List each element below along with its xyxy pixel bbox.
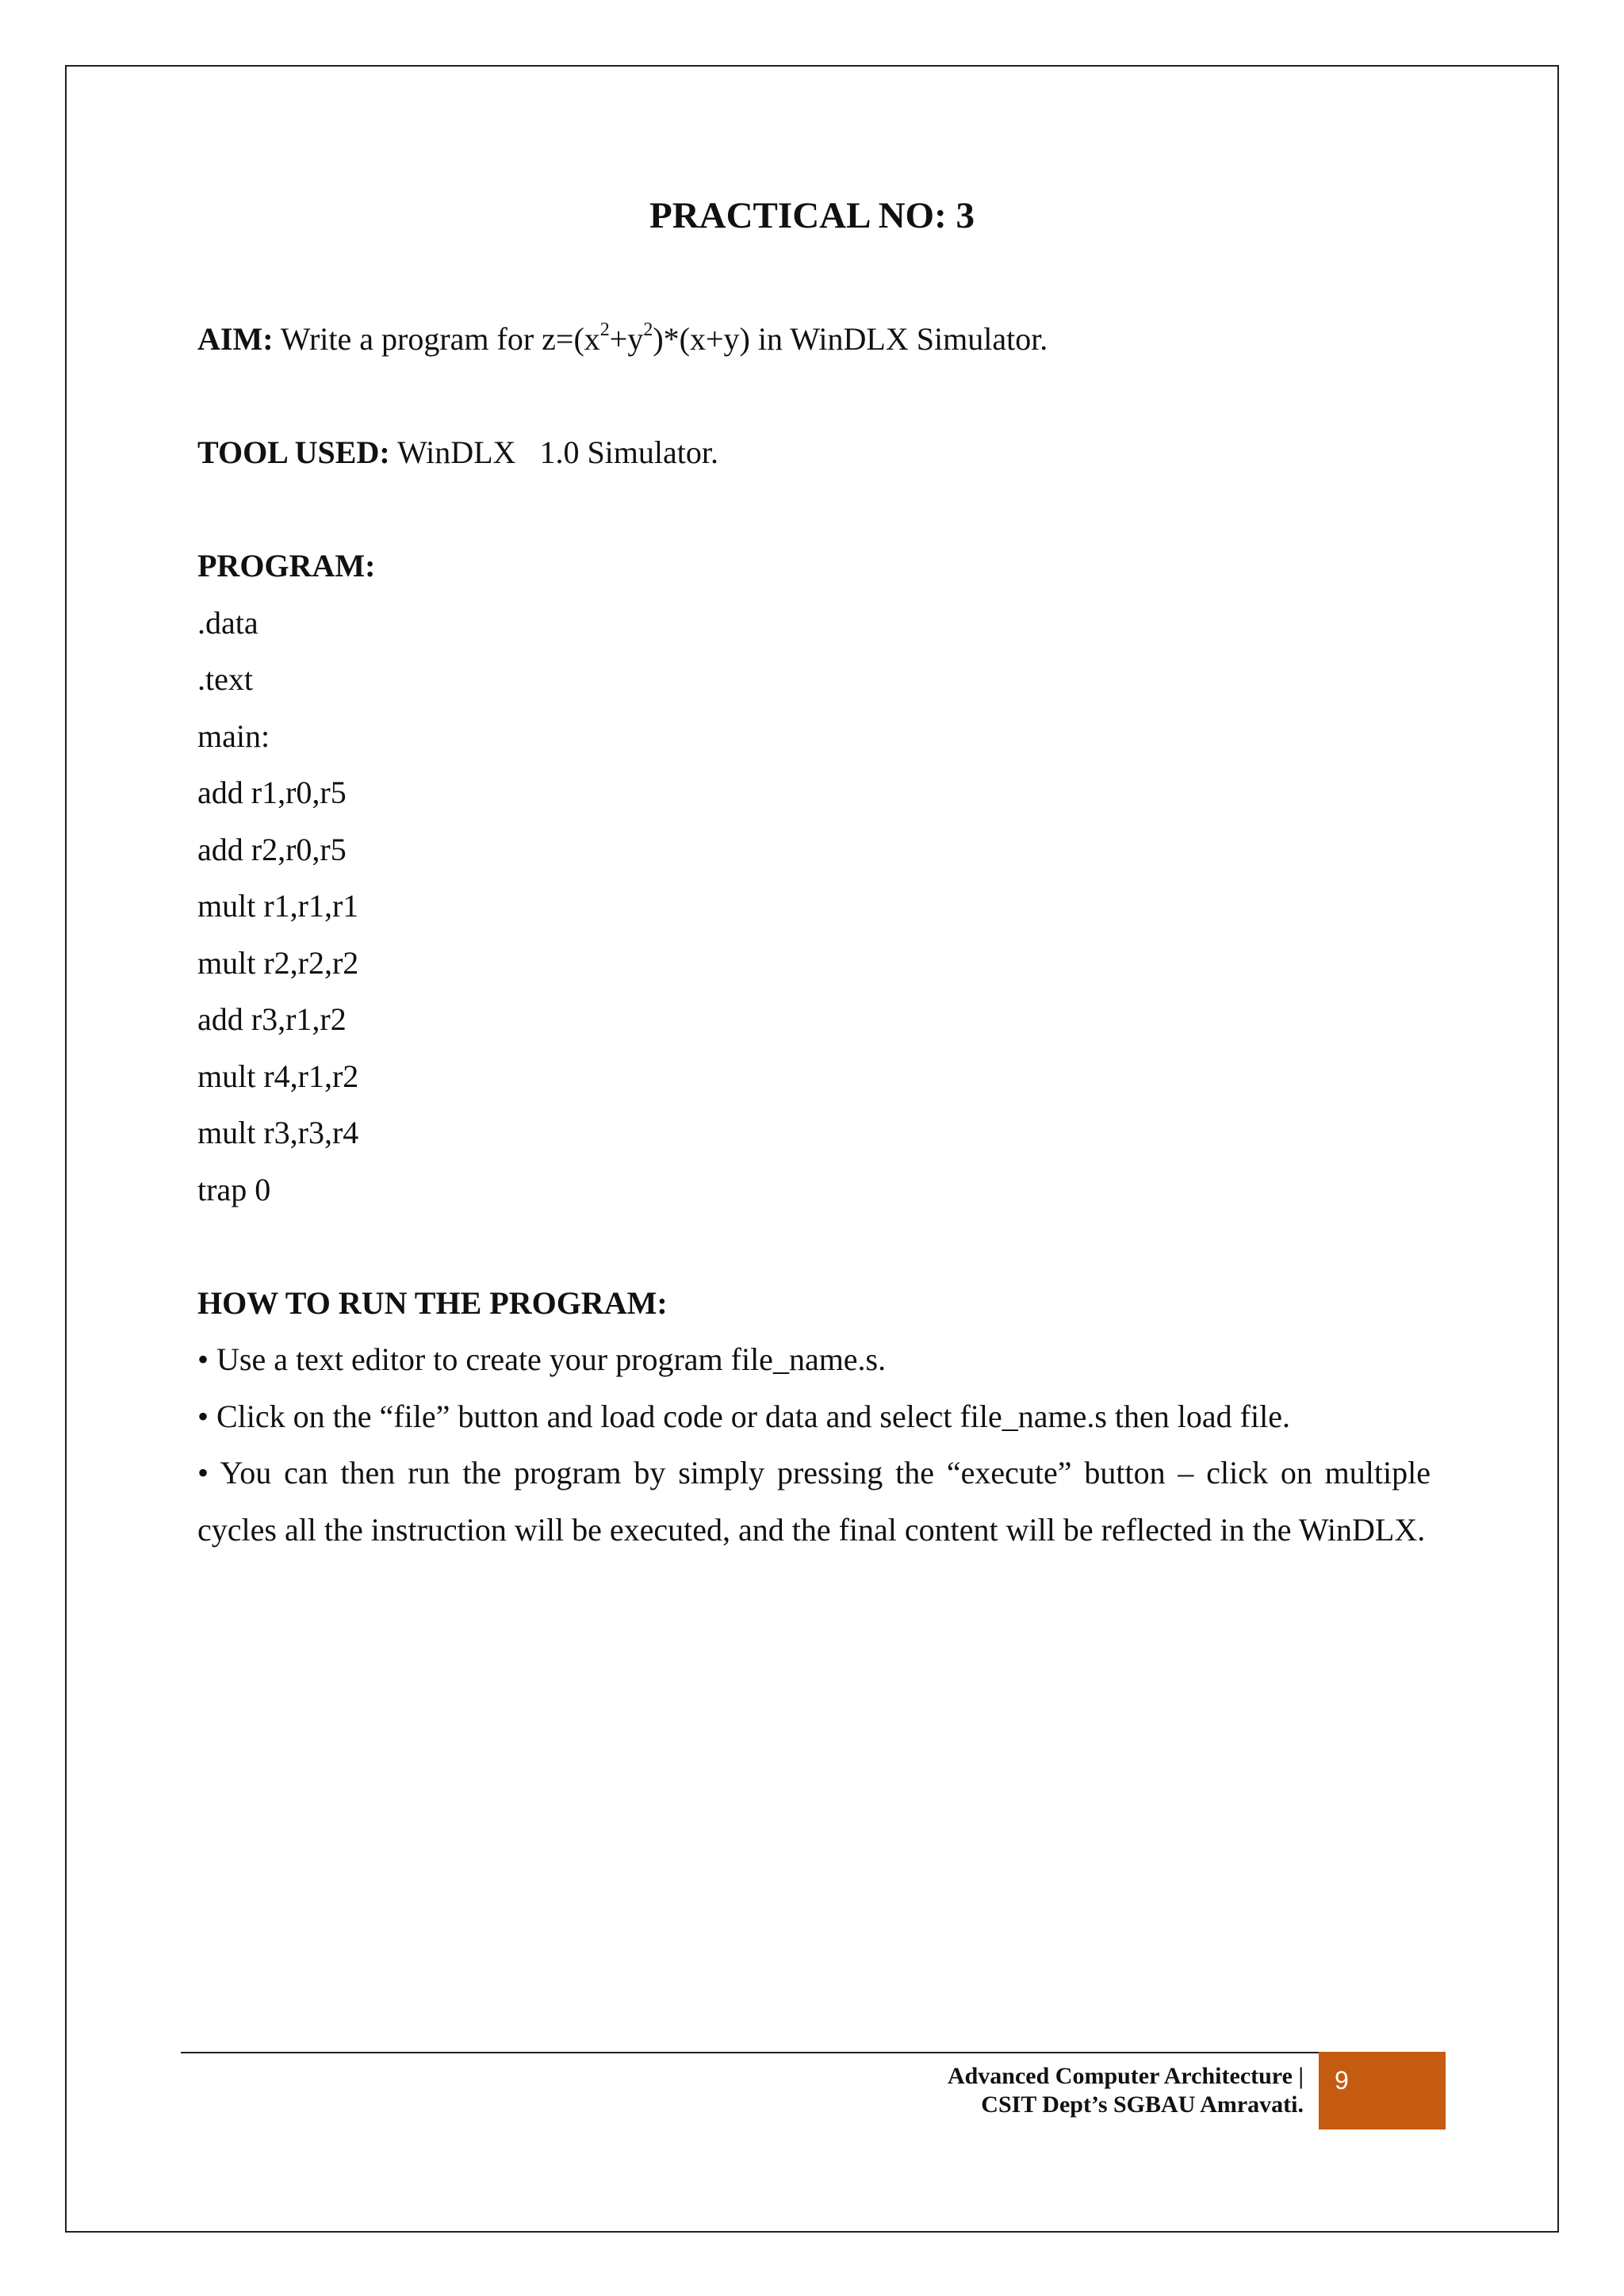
code-line: .text [197, 661, 253, 697]
aim-text-before: Write a program for z=(x [273, 321, 600, 357]
program-heading: PROGRAM: [197, 548, 376, 584]
howto-bullet: • Use a text editor to create your program file_name.s. [197, 1341, 887, 1377]
footer-rule [181, 2052, 1319, 2053]
aim-text-mid: +y [609, 321, 644, 357]
code-line: add r1,r0,r5 [197, 775, 347, 810]
aim-label: AIM: [197, 321, 274, 357]
code-line: add r2,r0,r5 [197, 831, 347, 867]
code-line: add r3,r1,r2 [197, 1001, 347, 1037]
aim-sup-x: 2 [599, 319, 610, 340]
footer-text [948, 2062, 1304, 2119]
aim-line [197, 311, 1431, 368]
aim-text-after: )*(x+y) in WinDLX Simulator. [653, 321, 1048, 357]
howto-bullet: • You can then run the program by simply pressing the “execute” button – click on multiple cycles all the instruction will be executed, and the final content will be reflected in the WinDLX. [197, 1455, 1431, 1548]
spacer [197, 481, 1431, 538]
footer-course: Advanced Computer Architecture | [947, 2063, 1304, 2089]
tool-label: TOOL USED: [197, 434, 390, 470]
tool-text: WinDLX 1.0 Simulator. [389, 434, 719, 470]
code-line: mult r4,r1,r2 [197, 1058, 359, 1094]
howto-bullet: • Click on the “file” button and load code or data and select file_name.s then load file. [197, 1398, 1290, 1434]
spacer [197, 368, 1431, 425]
howto-heading: HOW TO RUN THE PROGRAM: [197, 1284, 668, 1321]
code-line: trap 0 [197, 1171, 271, 1207]
code-line: main: [197, 718, 270, 754]
page-number-badge: 9 [1319, 2052, 1446, 2130]
aim-sup-y: 2 [643, 319, 653, 340]
page-title: PRACTICAL NO: 3 [649, 195, 975, 236]
main-content [197, 311, 1431, 1558]
code-line: mult r3,r3,r4 [197, 1115, 359, 1150]
code-line: .data [197, 604, 259, 641]
tool-line [197, 424, 1431, 481]
code-line: mult r2,r2,r2 [197, 944, 359, 981]
spacer [197, 1218, 1431, 1275]
code-line: mult r1,r1,r1 [197, 888, 359, 924]
footer-department: CSIT Dept’s SGBAU Amravati. [981, 2091, 1304, 2118]
